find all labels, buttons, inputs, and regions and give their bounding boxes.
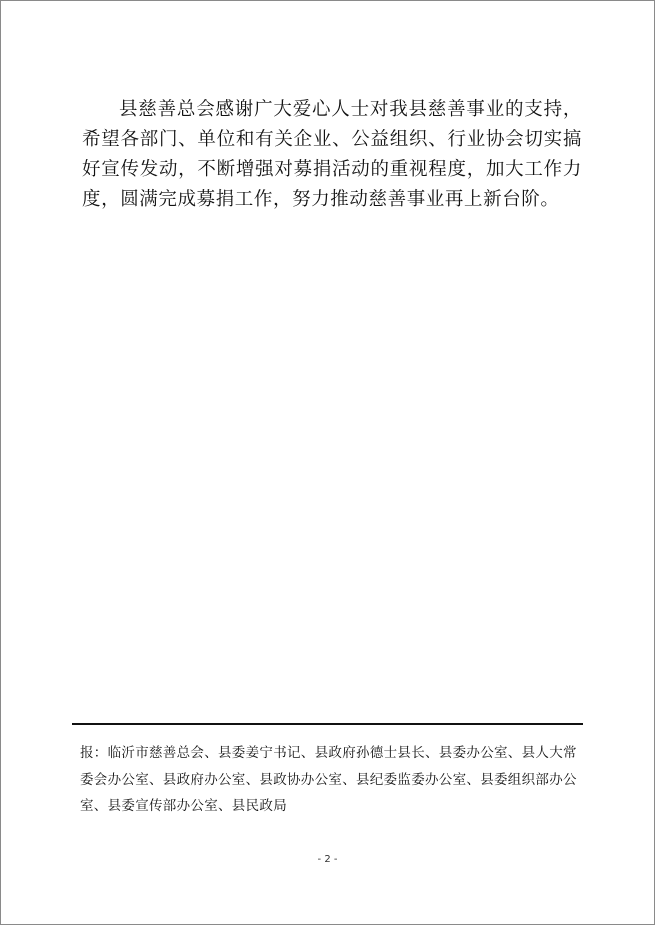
body-paragraph: 县慈善总会感谢广大爱心人士对我县慈善事业的支持，希望各部门、单位和有关企业、公益组织、行业协会切实搞好宣传发动，不断增强对募捐活动的重视程度，加大工作力度，圆满完成募捐工作，努力推动慈善事业再上新台阶。 [82, 99, 582, 210]
footer-divider [72, 723, 583, 725]
report-to-list: 报：临沂市慈善总会、县委姜宁书记、县政府孙德士县长、县委办公室、县人大常委会办公室、县政府办公室、县政协办公室、县纪委监委办公室、县委组织部办公室、县委宣传部办公室、县民政局 [80, 745, 577, 814]
page-number: - 2 - [317, 854, 338, 865]
